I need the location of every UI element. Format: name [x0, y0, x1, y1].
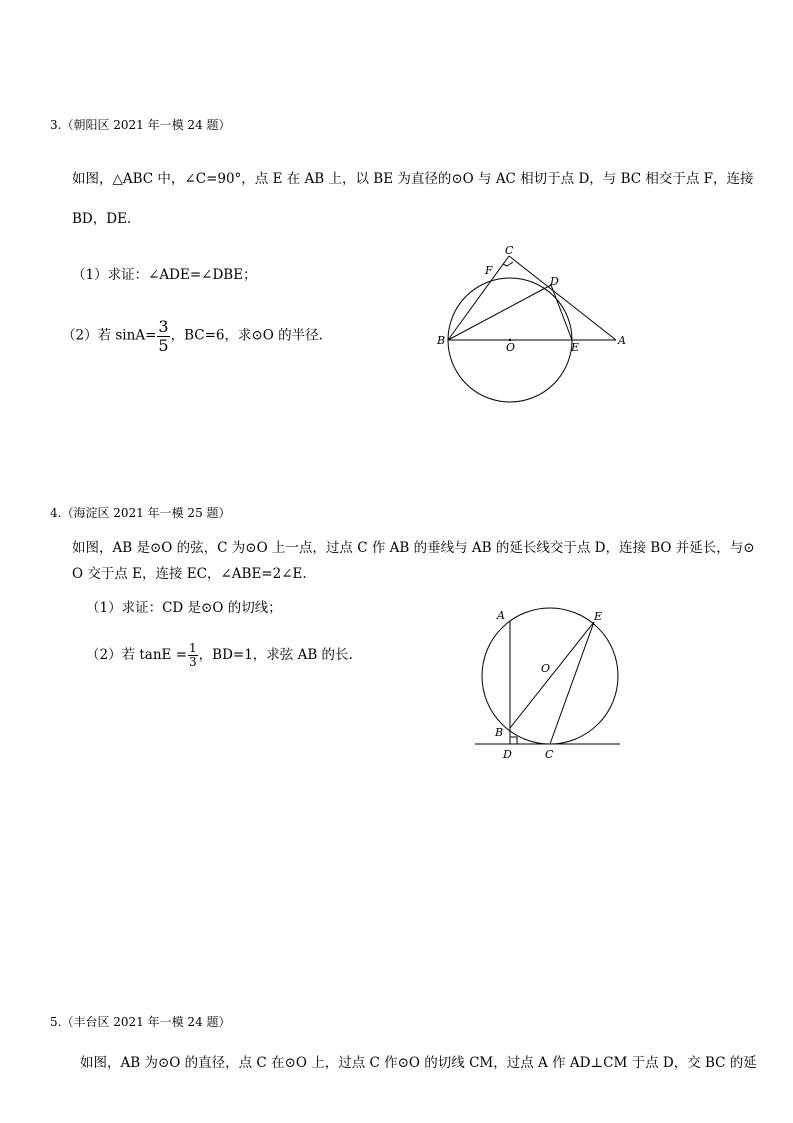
line-de — [551, 285, 572, 340]
line-bd — [448, 285, 551, 340]
fraction-denominator: 3 — [189, 655, 197, 670]
label-e: E — [594, 610, 603, 623]
problem-3-part2-suffix: ，BC=6，求⊙O 的半径. — [170, 327, 323, 344]
problem-4-text-line2: O 交于点 E，连接 EC，∠ABE=2∠E. — [72, 566, 307, 582]
problem-4-header: 4.（海淀区 2021 年一模 25 题） — [50, 506, 231, 520]
line-be — [510, 622, 594, 728]
fraction-numerator: 3 — [158, 317, 169, 336]
problem-5-header: 5.（丰台区 2021 年一模 24 题） — [50, 1015, 231, 1029]
fraction-numerator: 1 — [189, 641, 197, 655]
line-ca — [509, 256, 616, 340]
fraction-3-5 — [157, 318, 169, 354]
circle-o — [482, 608, 618, 744]
label-e: E — [571, 341, 580, 354]
problem-3-header: 3.（朝阳区 2021 年一模 24 题） — [50, 118, 231, 132]
problem-4-part1: （1）求证：CD 是⊙O 的切线； — [86, 600, 282, 616]
right-angle-mark — [510, 737, 517, 744]
line-ec — [550, 622, 594, 744]
problem-5-text-line1: 如图，AB 为⊙O 的直径，点 C 在⊙O 上，过点 C 作⊙O 的切线 CM，过点 A 作 AD⊥CM 于点 D，交 BC 的延 — [80, 1055, 757, 1071]
fraction-1-3 — [188, 642, 198, 669]
label-o: O — [541, 662, 551, 675]
label-c: C — [505, 244, 514, 257]
label-d: D — [550, 275, 559, 288]
label-a: A — [618, 334, 626, 347]
fraction-denominator: 5 — [158, 335, 169, 355]
problem-4-figure — [470, 600, 630, 765]
label-o: O — [506, 341, 516, 354]
label-c: C — [545, 748, 554, 761]
problem-4-part2 — [86, 642, 353, 669]
label-f: F — [485, 264, 493, 277]
line-bc — [448, 256, 509, 340]
problem-3-text-line1: 如图，△ABC 中，∠C=90°，点 E 在 AB 上，以 BE 为直径的⊙O 与 AC 相切于点 D，与 BC 相交于点 F，连接 — [72, 171, 754, 187]
label-a: A — [497, 609, 505, 622]
problem-3-text-line2: BD，DE. — [72, 211, 132, 227]
problem-3-figure — [430, 240, 640, 415]
problem-4-text-line1: 如图，AB 是⊙O 的弦，C 为⊙O 上一点，过点 C 作 AB 的垂线与 AB 的延长线交于点 D，连接 BO 并延长，与⊙ — [72, 540, 755, 556]
problem-3-part2-prefix: （2）若 sinA= — [62, 327, 157, 344]
label-b: B — [495, 726, 504, 739]
problem-3-part2 — [62, 318, 323, 354]
problem-4-part2-prefix: （2）若 tanE = — [86, 647, 188, 664]
label-b: B — [437, 334, 446, 347]
label-d: D — [503, 748, 512, 761]
problem-3-part1: （1）求证：∠ADE=∠DBE； — [72, 267, 257, 283]
problem-4-part2-suffix: ，BD=1，求弦 AB 的长. — [198, 647, 353, 664]
